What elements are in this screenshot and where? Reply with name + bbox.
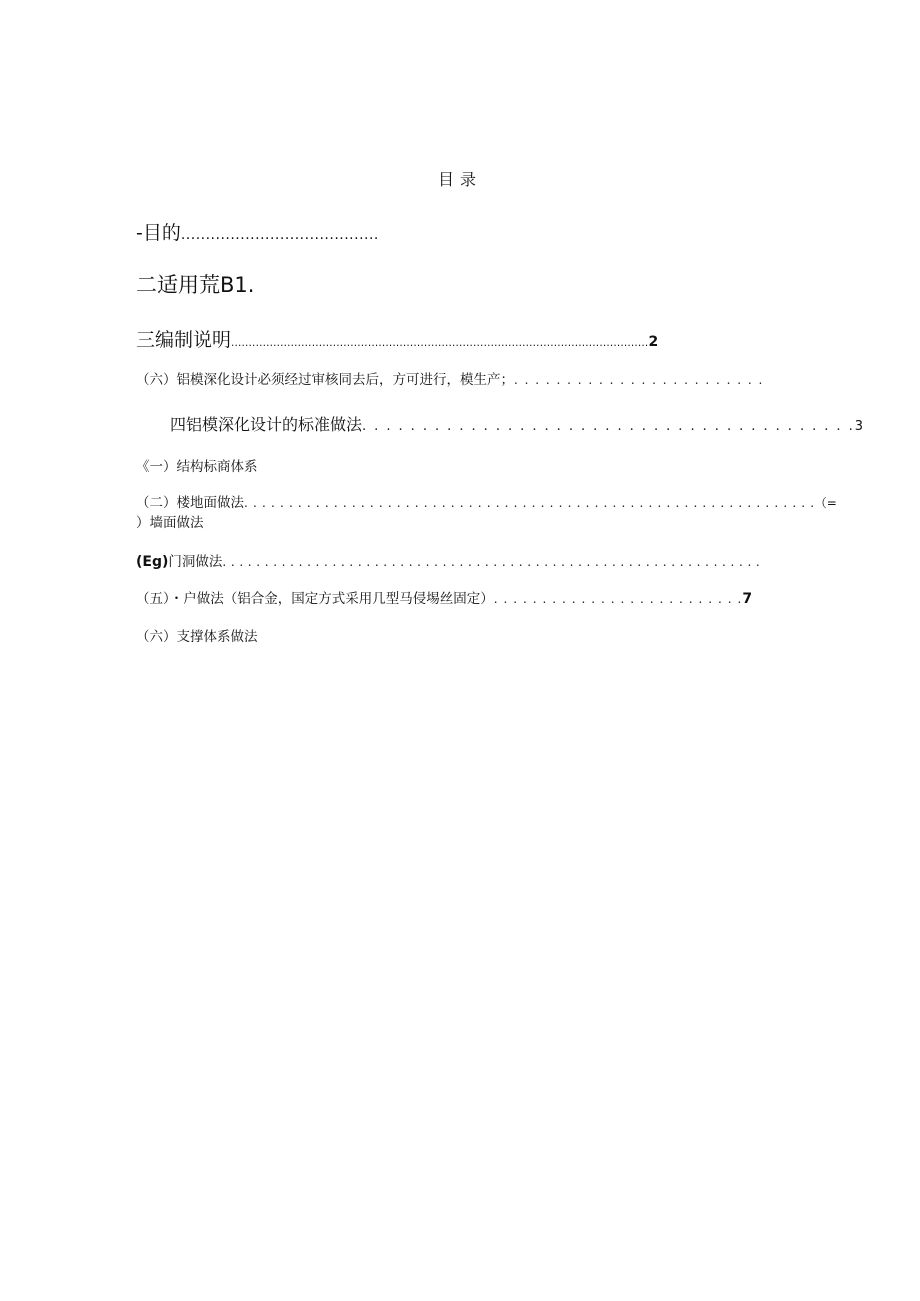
toc-entry-text: （六）铝模深化设计必须经过审核同去后，方可进行，模生产； <box>136 372 514 388</box>
toc-title: 目录 <box>437 170 482 189</box>
toc-leader-dots: . . . . . . . . . . . . . . . . . . . . . . . . . . <box>493 592 743 606</box>
toc-entry-support <box>136 631 258 645</box>
toc-entry-text: 门洞做法 <box>168 554 223 570</box>
toc-entry-door <box>136 555 760 570</box>
toc-entry-text: ）墙面做法 <box>136 515 204 531</box>
toc-leader-dots: . . . . . . . . . . . . . . . . . . . . . . . . <box>514 373 764 387</box>
toc-leader-dots: ........................................ <box>180 227 379 243</box>
toc-page-number: 7 <box>742 591 753 607</box>
toc-leader-dots: ....................................................................................................................... <box>231 337 649 349</box>
toc-entry-preparation <box>136 331 658 350</box>
toc-entry-review <box>136 374 764 388</box>
toc-entry-purpose <box>136 224 379 243</box>
toc-entry-text: 《一）结构标商体系 <box>136 459 258 475</box>
toc-entry-text: （五）・户做法（铝合金，国定方式采用几型马侵埸丝固定） <box>136 591 494 607</box>
toc-leader-dots: . . . . . . . . . . . . . . . . . . . . . . . . . . . . . . . . . . . . . . . . . . . . . . . . . . . . . . . . . . . . . . . . <box>244 496 815 510</box>
toc-leader-dots: . . . . . . . . . . . . . . . . . . . . . . . . . . . . . . . . . . . . . . . . . <box>362 419 855 434</box>
toc-entry-window <box>136 592 752 607</box>
toc-entry-text: 三编制说明 <box>136 329 232 351</box>
toc-entry-structure <box>136 461 258 475</box>
toc-page-number: 2 <box>648 334 659 350</box>
toc-entry-text: （二）楼地面做法 <box>136 495 244 511</box>
toc-entry-floor <box>136 497 837 511</box>
toc-entry-number: (Eg) <box>136 554 169 570</box>
toc-leader-dots: . . . . . . . . . . . . . . . . . . . . . . . . . . . . . . . . . . . . . . . . . . . . . . . . . . . . . . . . . . . . . . . . <box>222 555 761 569</box>
toc-entry-standard-practice <box>170 417 863 433</box>
toc-page-number: （= <box>814 496 837 510</box>
toc-entry-text: -目的 <box>136 222 181 244</box>
toc-entry-scope <box>136 275 254 296</box>
toc-entry-wall <box>136 517 204 531</box>
toc-entry-text: 四铝模深化设计的标准做法 <box>170 415 363 434</box>
toc-entry-text: （六）支撑体系做法 <box>136 629 258 645</box>
toc-page-number: 3 <box>854 419 863 434</box>
toc-entry-text: 二适用荒B1. <box>136 273 255 297</box>
